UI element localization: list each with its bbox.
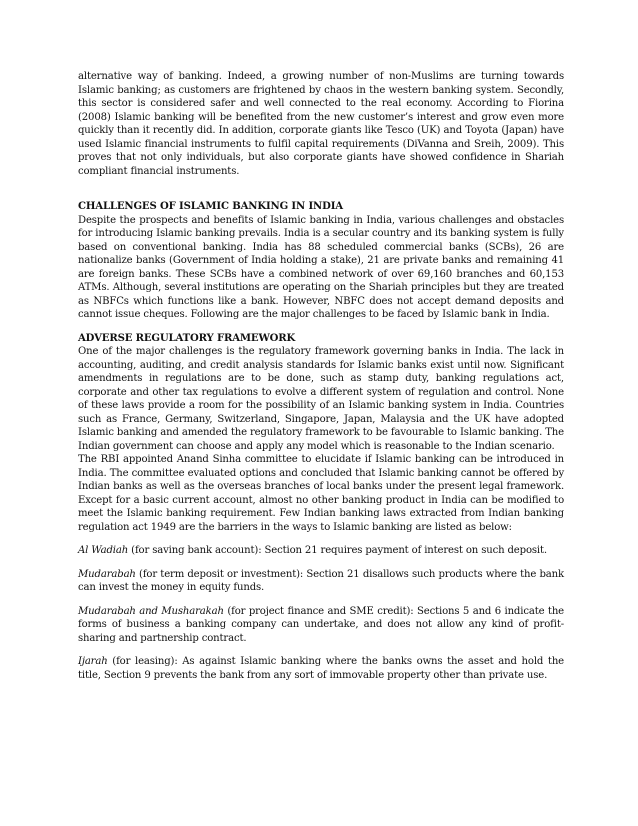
definition-term: Ijarah bbox=[78, 656, 108, 667]
list-spacer bbox=[78, 534, 564, 544]
definition-mudarabah-musharakah bbox=[78, 605, 564, 646]
regulatory-paragraph-2: The RBI appointed Anand Sinha committee to elucidate if Islamic banking can be introduced in India. The committee evaluated options and concluded that Islamic banking cannot be offered by Indian banks as well as the overseas branches of local banks under the present legal framework. Except for a basic current account, almost no other banking product in India can be modified to meet the Islamic banking requirement. Few Indian banking laws extracted from Indian banking regulation act 1949 are the barriers in the ways to Islamic banking are listed as below: bbox=[78, 454, 564, 533]
definition-text: (for term deposit or investment): Section 21 disallows such products where the bank can invest the money in equity funds. bbox=[78, 568, 564, 593]
definition-ijarah bbox=[78, 655, 564, 682]
challenges-paragraph: Despite the prospects and benefits of Islamic banking in India, various challenges and obstacles for introducing Islamic banking prevails. India is a secular country and its banking system is fully based on conventional banking. India has 88 scheduled commercial banks (SCBs), 26 are nationalize banks (Government of India holding a stake), 21 are private banks and remaining 41 are foreign banks. These SCBs have a combined network of over 69,160 branches and 60,153 ATMs. Although, several institutions are operating on the Shariah principles but they are treated as NBFCs which functions like a bank. However, NBFC does not accept demand deposits and cannot issue cheques. Following are the major challenges to be faced by Islamic bank in India. bbox=[78, 214, 564, 320]
definition-text: (for leasing): As against Islamic banking where the banks owns the asset and hold the title, Section 9 prevents the bank from any sort of immovable property other than private use. bbox=[78, 656, 564, 681]
document-page bbox=[78, 70, 564, 682]
section-spacer bbox=[78, 178, 564, 200]
section-heading-regulatory: ADVERSE REGULATORY FRAMEWORK bbox=[78, 332, 296, 344]
definition-term: Al Wadiah bbox=[78, 545, 129, 556]
definition-term: Mudarabah bbox=[78, 568, 136, 580]
definition-text: (for saving bank account): Section 21 requires payment of interest on such deposit. bbox=[128, 545, 547, 556]
intro-paragraph: alternative way of banking. Indeed, a growing number of non-Muslims are turning towards Islamic banking; as customers are frightened by chaos in the western banking system. Secondly, this sector is considered safer and well connected to the real economy. According to Fiorina (2008) Islamic banking will be benefited from the new customer’s interest and grow even more quickly than it recently did. In addition, corporate giants like Tesco (UK) and Toyota (Japan) have used Islamic financial instruments to fulfil capital requirements (DiVanna and Sreih, 2009). This proves that not only individuals, but also corporate giants have showed confidence in Shariah compliant financial instruments. bbox=[78, 71, 564, 177]
definition-al-wadiah bbox=[78, 544, 564, 558]
list-spacer bbox=[78, 595, 564, 605]
list-spacer bbox=[78, 645, 564, 655]
definition-term: Mudarabah and Musharakah bbox=[78, 605, 224, 617]
list-spacer bbox=[78, 558, 564, 568]
definition-text: (for project finance and SME credit): Sections 5 and 6 indicate the forms of business a banking company can undertake, and does not allow any kind of profit-sharing and partnership contract. bbox=[78, 605, 565, 644]
section-heading-challenges: CHALLENGES OF ISLAMIC BANKING IN INDIA bbox=[78, 201, 343, 212]
regulatory-paragraph-1: One of the major challenges is the regulatory framework governing banks in India. The lack in accounting, auditing, and credit analysis standards for Islamic banks exist until now. Significant amendments in regulations are to be done, such as stamp duty, banking regulations act, corporate and other tax regulations to evolve a different system of regulation and control. None of these laws provide a room for the possibility of an Islamic banking system in India. Countries such as France, Germany, Switzerland, Singapore, Japan, Malaysia and the UK have adopted Islamic banking and amended the regulatory framework to be favourable to Islamic banking. The Indian government can choose and apply any model which is reasonable to the Indian scenario. bbox=[78, 346, 564, 452]
definition-mudarabah bbox=[78, 568, 564, 595]
section-spacer bbox=[78, 322, 564, 332]
